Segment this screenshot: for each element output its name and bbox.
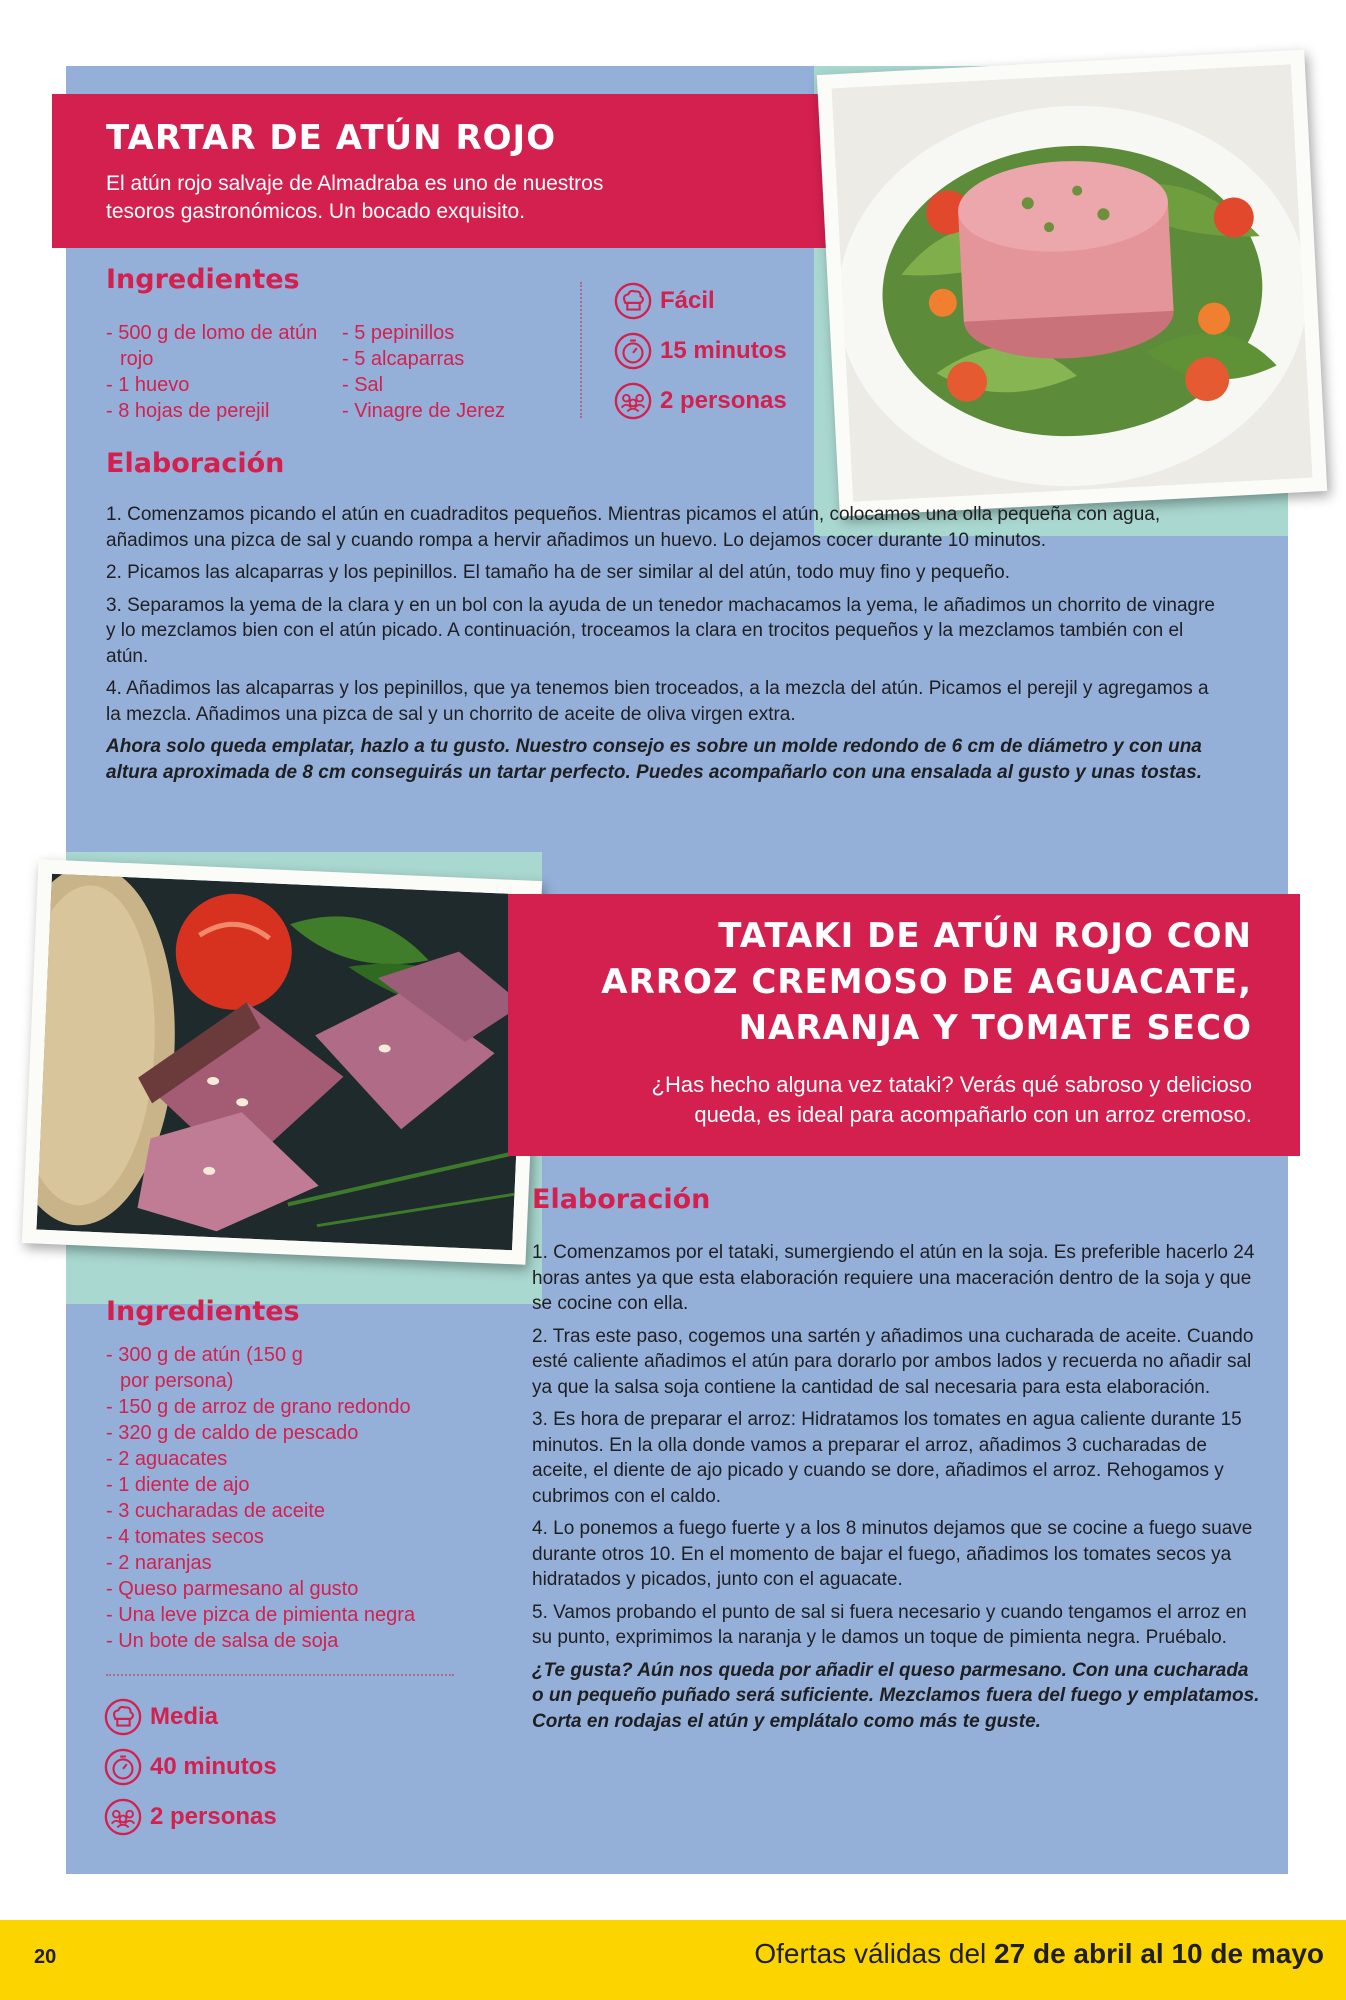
servings-label: 2 personas: [150, 1803, 277, 1830]
recipe2-title-line2: ARROZ CREMOSO DE AGUACATE,: [601, 962, 1252, 1002]
ingredient-item: - Un bote de salsa de soja: [106, 1628, 468, 1654]
step: 4. Añadimos las alcaparras y los pepinillos, que ya tenemos bien troceados, a la mezcla del atún. Picamos el perejil y agregamos a la mezcla. Añadimos una pizca de sal y un chorrito de aceite de oliva virgen extra.: [106, 678, 1209, 725]
time: [104, 1742, 277, 1792]
ingredient-item: - 500 g de lomo de atún rojo: [106, 320, 324, 372]
servings: [614, 376, 787, 426]
stopwatch-icon: [104, 1748, 142, 1786]
servings-label: 2 personas: [660, 387, 787, 414]
ingredient-item: - 2 naranjas: [106, 1550, 468, 1576]
servings: [104, 1792, 277, 1842]
time-label: 15 minutos: [660, 337, 787, 364]
ingredient-item: - Sal: [342, 372, 572, 398]
time: [614, 326, 787, 376]
recipe1-title: TARTAR DE ATÚN ROJO: [106, 118, 557, 158]
ingredient-item: - Vinagre de Jerez: [342, 398, 572, 424]
divider: [580, 282, 582, 418]
step: 2. Picamos las alcaparras y los pepinillos. El tamaño ha de ser similar al del atún, todo muy fino y pequeño.: [106, 562, 1011, 583]
ingredient-item: - 300 g de atún (150 g por persona): [106, 1342, 320, 1394]
recipe2-banner: [508, 894, 1300, 1156]
page-number: 20: [34, 1946, 57, 1968]
recipe1-meta: [614, 276, 787, 426]
people-icon: [614, 382, 652, 420]
recipe2-title-line3: NARANJA Y TOMATE SECO: [738, 1008, 1252, 1048]
recipe1-subtitle-line2: tesoros gastronómicos. Un bocado exquisito.: [106, 200, 526, 223]
recipe2-meta: [104, 1692, 277, 1842]
ingredient-item: - 2 aguacates: [106, 1446, 468, 1472]
ingredient-item: - 1 diente de ajo: [106, 1472, 468, 1498]
step: 4. Lo ponemos a fuego fuerte y a los 8 minutos dejamos que se cocine a fuego suave durante otros 10. En el momento de bajar el fuego, añadimos los tomates secos ya hidratados y picados, junto con el aguacate.: [532, 1518, 1253, 1590]
recipe1-banner: [52, 94, 852, 248]
tartar-photo: [817, 50, 1327, 517]
step: 5. Vamos probando el punto de sal si fuera necesario y cuando tengamos el arroz en su punto, exprimimos la naranja y le damos un toque de pimienta negra. Pruébalo.: [532, 1601, 1247, 1648]
recipe2-ingredients-heading: Ingredientes: [106, 1296, 300, 1327]
step: 3. Es hora de preparar el arroz: Hidratamos los tomates en agua caliente durante 15 minutos. En la olla donde vamos a preparar el arroz, añadimos 3 cucharadas de aceite, el diente de ajo picado y cuando se dore, añadimos el arroz. Rehogamos y cubrimos con el caldo.: [532, 1409, 1242, 1507]
time-label: 40 minutos: [150, 1753, 277, 1780]
ingredient-item: - 5 pepinillos: [342, 320, 572, 346]
ingredient-item: - 3 cucharadas de aceite: [106, 1498, 468, 1524]
step: 2. Tras este paso, cogemos una sartén y añadimos una cucharada de aceite. Cuando esté caliente añadimos el atún para dorarlo por ambos lados y recuerda no añadir sal ya que la salsa soja contiene la cantidad de sal necesaria para esta elaboración.: [532, 1325, 1254, 1398]
footer-bar: [0, 1920, 1346, 2000]
offer-prefix: Ofertas válidas del: [754, 1938, 995, 1969]
difficulty: [104, 1692, 277, 1742]
difficulty-label: Fácil: [660, 287, 715, 314]
ingredient-item: - 320 g de caldo de pescado: [106, 1420, 468, 1446]
recipe2-subtitle-line2: queda, es ideal para acompañarlo con un arroz cremoso.: [694, 1102, 1252, 1127]
ingredient-item: - 1 huevo: [106, 372, 324, 398]
difficulty-label: Media: [150, 1703, 219, 1730]
recipe1-elaboration-heading: Elaboración: [106, 448, 285, 479]
tartar-image: [831, 64, 1312, 502]
recipe2-subtitle-line1: ¿Has hecho alguna vez tataki? Verás qué sabroso y delicioso: [651, 1072, 1252, 1097]
recipe1-ingredients-col1: [106, 320, 324, 424]
tip: ¿Te gusta? Aún nos queda por añadir el queso parmesano. Con una cucharada o un pequeño puñado será suficiente. Mezclamos fuera del fuego y emplatamos. Corta en rodajas el atún y emplátalo como más te guste.: [532, 1659, 1260, 1732]
recipe1-subtitle-line1: El atún rojo salvaje de Almadraba es uno de nuestros: [106, 172, 604, 195]
ingredient-item: - 4 tomates secos: [106, 1524, 468, 1550]
divider: [106, 1674, 454, 1676]
chef-hat-icon: [104, 1698, 142, 1736]
tataki-photo: [22, 859, 542, 1265]
ingredient-item: - 5 alcaparras: [342, 346, 572, 372]
step: 1. Comenzamos por el tataki, sumergiendo el atún en la soja. Es preferible hacerlo 24 horas antes ya que esta elaboración requiere una maceración dentro de la soja y que se cocine con ella.: [532, 1242, 1255, 1314]
recipe2-ingredients: [106, 1342, 468, 1654]
recipe1-ingredients-heading: Ingredientes: [106, 264, 300, 295]
recipe2-steps: [532, 1240, 1260, 1741]
tataki-image: [36, 874, 527, 1250]
ingredient-item: - 8 hojas de perejil: [106, 398, 324, 424]
recipe1-ingredients-col2: [342, 320, 572, 424]
difficulty: [614, 276, 787, 326]
offer-dates: 27 de abril al 10 de mayo: [994, 1938, 1324, 1969]
ingredient-item: - Queso parmesano al gusto: [106, 1576, 468, 1602]
ingredient-item: - 150 g de arroz de grano redondo: [106, 1394, 468, 1420]
stopwatch-icon: [614, 332, 652, 370]
recipe2-elaboration-heading: Elaboración: [532, 1184, 711, 1215]
offer-validity: [754, 1938, 1324, 1970]
step: 1. Comenzamos picando el atún en cuadraditos pequeños. Mientras picamos el atún, colocamos una olla pequeña con agua, añadimos una pizca de sal y cuando rompa a hervir añadimos un huevo. Lo dejamos cocer durante 10 minutos.: [106, 504, 1161, 551]
ingredient-item: - Una leve pizca de pimienta negra: [106, 1602, 468, 1628]
step: 3. Separamos la yema de la clara y en un bol con la ayuda de un tenedor machacamos la yema, le añadimos un chorrito de vinagre y lo mezclamos bien con el atún picado. A continuación, troceamos la clara en trocitos pequeños y la mezclamos también con el atún.: [106, 594, 1215, 667]
recipe2-title-line1: TATAKI DE ATÚN ROJO CON: [718, 916, 1252, 956]
chef-hat-icon: [614, 282, 652, 320]
tip: Ahora solo queda emplatar, hazlo a tu gusto. Nuestro consejo es sobre un molde redondo de 6 cm de diámetro y con una altura aproximada de 8 cm conseguirás un tartar perfecto. Puedes acompañarlo con una ensalada al gusto y unas tostas.: [106, 736, 1203, 783]
people-icon: [104, 1798, 142, 1836]
recipe1-steps: [106, 502, 1226, 792]
